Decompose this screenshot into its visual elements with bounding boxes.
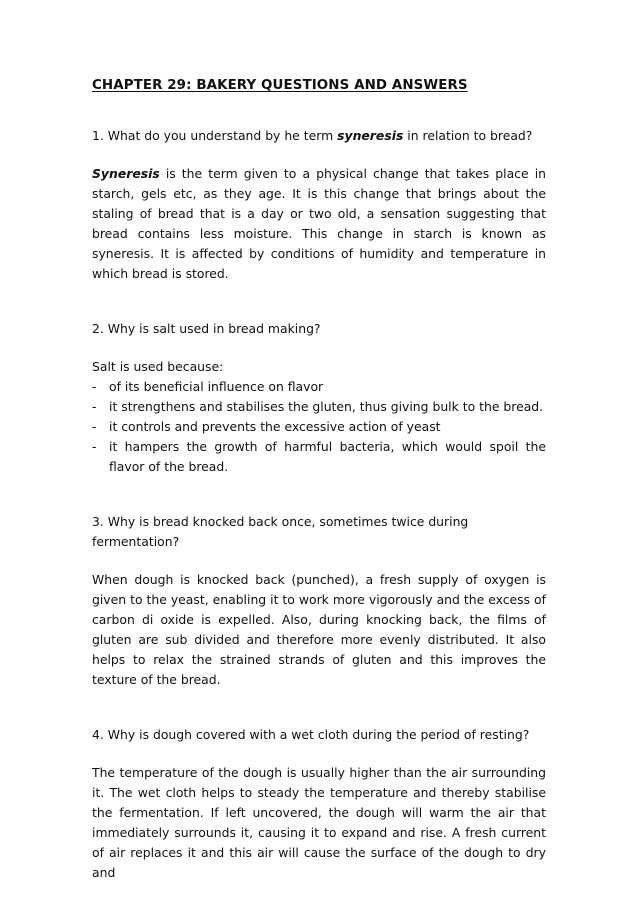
chapter-title: CHAPTER 29: BAKERY QUESTIONS AND ANSWERS: [92, 78, 468, 93]
question-4-section: [92, 725, 546, 883]
bullet-dash: -: [92, 379, 97, 394]
list-item: [92, 417, 546, 437]
question-1-section: [92, 126, 546, 284]
list-item-text: it strengthens and stabilises the gluten, thus giving bulk to the bread.: [109, 399, 544, 414]
question-1-text-after: in relation to bread?: [403, 128, 533, 143]
answer-2-list: [92, 377, 546, 477]
answer-1-term: Syneresis: [92, 166, 160, 181]
question-3: 3. Why is bread knocked back once, sometimes twice during fermentation?: [92, 514, 469, 549]
question-1: [92, 126, 546, 146]
list-item: [92, 397, 546, 417]
answer-1: [92, 164, 546, 284]
question-4: 4. Why is dough covered with a wet cloth during the period of resting?: [92, 727, 530, 742]
question-2: 2. Why is salt used in bread making?: [92, 321, 321, 336]
answer-1-text: is the term given to a physical change that takes place in starch, gels etc, as they age. It is this change that brings about the staling of bread that is a day or two old, a sensation suggesting that bread contains less moisture. This change in starch is known as syneresis. It is affected by conditions of humidity and temperature in which bread is stored.: [92, 166, 546, 281]
list-item-text: of its beneficial influence on flavor: [109, 379, 324, 394]
answer-4: The temperature of the dough is usually higher than the air surrounding it. The wet cloth helps to steady the temperature and thereby stabilise the fermentation. If left uncovered, the dough will warm the air that immediately surrounds it, causing it to expand and rise. A fresh current of air replaces it and this air will cause the surface of the dough to dry and: [92, 765, 546, 880]
answer-3: When dough is knocked back (punched), a fresh supply of oxygen is given to the yeast, enabling it to work more vigorously and the excess of carbon di oxide is expelled. Also, during knocking back, the films of gluten are sub divided and therefore more evenly distributed. It also helps to relax the strained strands of gluten and this improves the texture of the bread.: [92, 572, 546, 687]
list-item: [92, 437, 546, 477]
list-item-text: it hampers the growth of harmful bacteria, which would spoil the flavor of the bread.: [109, 439, 546, 474]
answer-2-intro: Salt is used because:: [92, 359, 224, 374]
bullet-dash: -: [92, 399, 97, 414]
question-2-section: [92, 319, 546, 477]
list-item: [92, 377, 546, 397]
bullet-dash: -: [92, 419, 97, 434]
bullet-dash: -: [92, 439, 97, 454]
question-1-text-before: 1. What do you understand by he term: [92, 128, 338, 143]
question-1-term: syneresis: [337, 128, 404, 143]
document-page: [92, 78, 546, 918]
question-3-section: [92, 512, 546, 690]
list-item-text: it controls and prevents the excessive action of yeast: [109, 419, 441, 434]
